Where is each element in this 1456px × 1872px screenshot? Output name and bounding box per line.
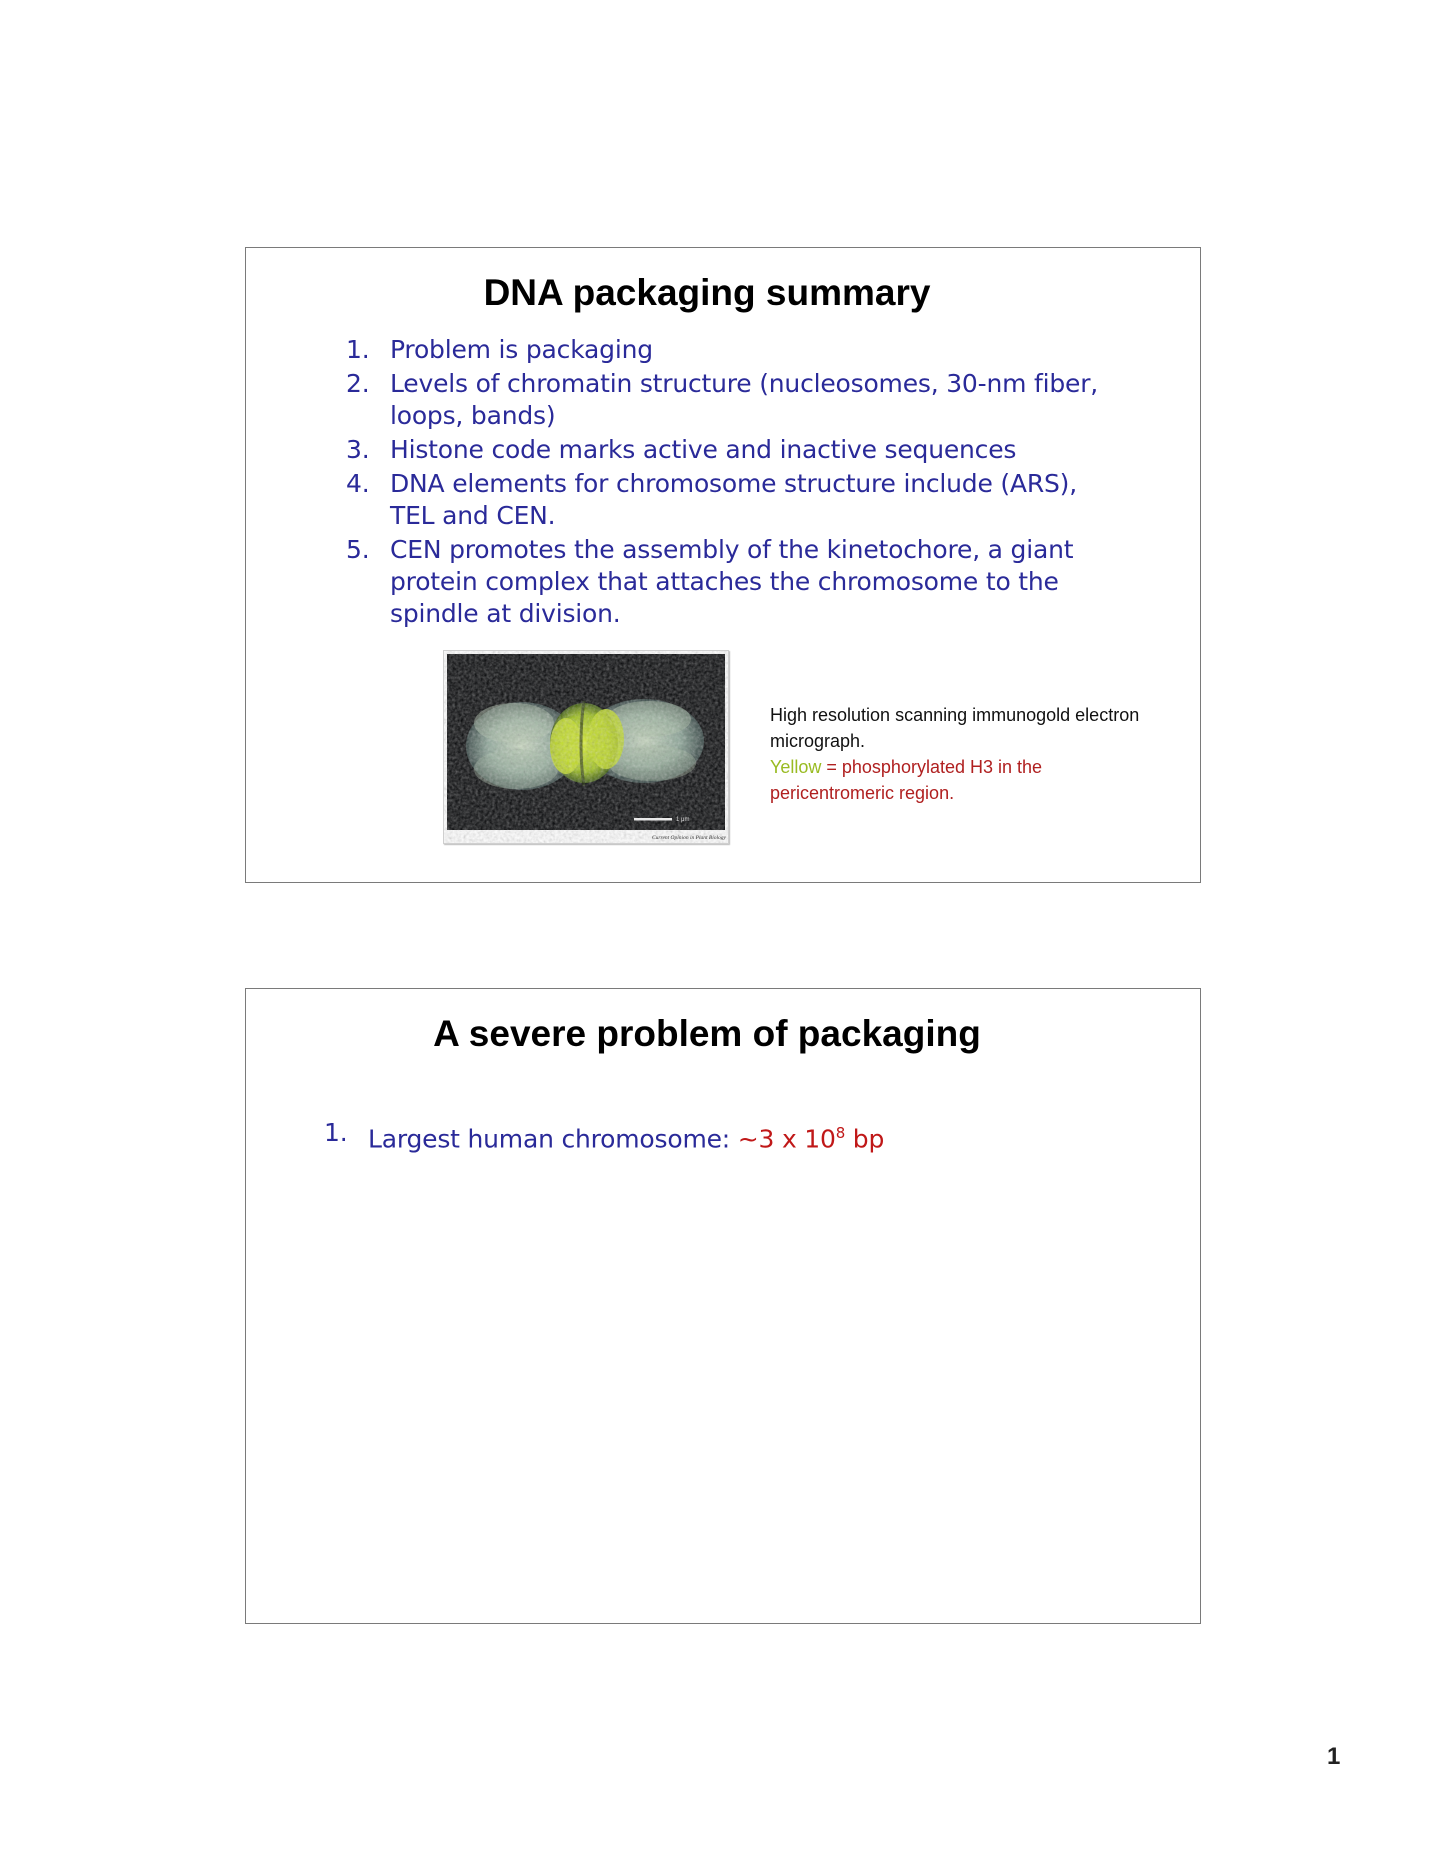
list-item: 1. Problem is packaging [346, 335, 653, 364]
slide-title: DNA packaging summary [483, 272, 931, 313]
image-caption: High resolution scanning immunogold electron micrograph. Yellow = phosphorylated H3 in the pericentromeric region. [770, 705, 1140, 803]
slide-severe-problem-of-packaging [245, 988, 1201, 1624]
bullet-list [324, 1117, 1104, 1155]
micrograph-picture [444, 651, 728, 843]
list-item: 2. Levels of chromatin structure (nucleosomes, 30-nm fiber, loops, bands) [346, 369, 1099, 430]
image-credit: Current Opinion in Plant Biology [651, 835, 726, 841]
list-item: 4. DNA elements for chromosome structure include (ARS), TEL and CEN. [346, 469, 1077, 530]
list-item: 1. Largest human chromosome: ~3 x $10^8$ bp [324, 1118, 885, 1154]
svg-text:1 μm: 1 μm [676, 817, 690, 823]
slide-title: A severe problem of packaging [433, 1013, 981, 1054]
page-number: 1 [1327, 1743, 1341, 1770]
slide-dna-packaging-summary [245, 247, 1201, 883]
list-item: 5. CEN promotes the assembly of the kinetochore, a giant protein complex that attaches the chromosome to the spindle at division. [346, 535, 1074, 628]
bullet-list [346, 334, 1126, 632]
list-item: 3. Histone code marks active and inactive sequences [346, 435, 1017, 464]
chromosome-micrograph-image [443, 650, 729, 844]
